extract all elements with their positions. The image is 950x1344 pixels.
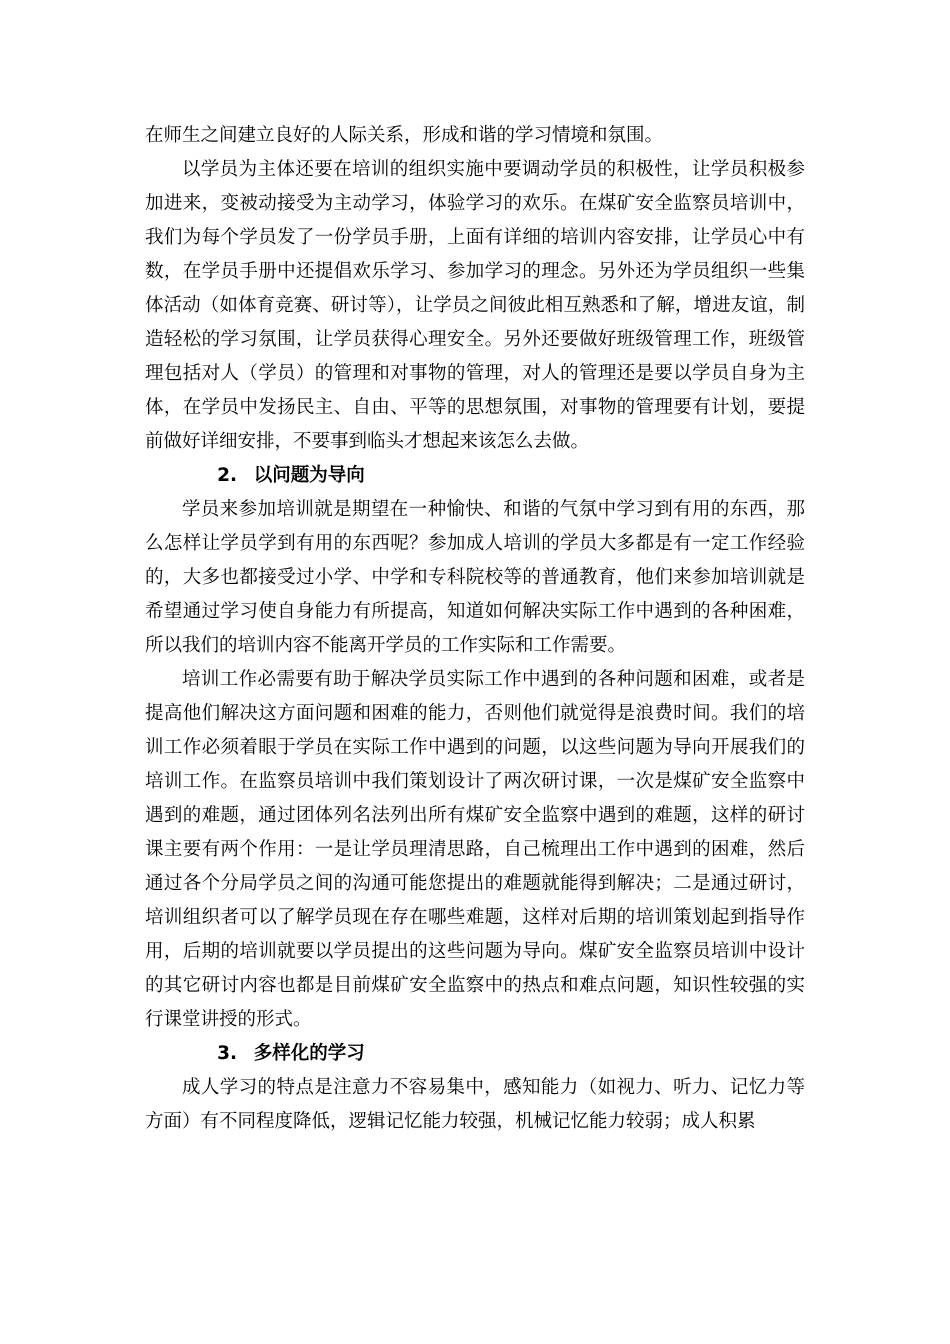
paragraph-student-centered: 以学员为主体还要在培训的组织实施中要调动学员的积极性，让学员积极参加进来，变被动接受为主动学习，体验学习的欢乐。在煤矿安全监察员培训中，我们为每个学员发了一份学员手册，上面有详细的培训内容安排，让学员心中有数，在学员手册中还提倡欢乐学习、参加学习的理念。另外还为学员组织一些集体活动（如体育竞赛、研讨等），让学员之间彼此相互熟悉和了解，增进友谊，制造轻松的学习氛围，让学员获得心理安全。另外还要做好班级管理工作，班级管理包括对人（学员）的管理和对事物的管理，对人的管理还是要以学员自身为主体，在学员中发扬民主、自由、平等的思想氛围，对事物的管理要有计划，要提前做好详细安排，不要事到临头才想起来该怎么去做。 (145, 159, 805, 452)
paragraph-useful-learning: 学员来参加培训就是期望在一种愉快、和谐的气氛中学习到有用的东西，那么怎样让学员学到有用的东西呢？参加成人培训的学员大多都是有一定工作经验的，大多也都接受过小学、中学和专科院校等的普通教育，他们来参加培训就是希望通过学习使自身能力有所提高，知道如何解决实际工作中遇到的各种困难，所以我们的培训内容不能离开学员的工作实际和工作需要。 (145, 499, 805, 656)
paragraph-continued: 在师生之间建立良好的人际关系，形成和谐的学习情境和氛围。 (145, 125, 664, 146)
document-body (145, 119, 805, 1139)
paragraph-adult-learning: 成人学习的特点是注意力不容易集中，感知能力（如视力、听力、记忆力等方面）有不同程度降低，逻辑记忆能力较强，机械记忆能力较弱；成人积累 (145, 1077, 805, 1132)
section-number: 3. (217, 1043, 238, 1064)
section-heading-diverse-learning (145, 1037, 805, 1071)
paragraph-training-problems: 培训工作必需要有助于解决学员实际工作中遇到的各种问题和困难，或者是提高他们解决这方面问题和困难的能力，否则他们就觉得是浪费时间。我们的培训工作必须着眼于学员在实际工作中遇到的问题，以这些问题为导向开展我们的培训工作。在监察员培训中我们策划设计了两次研讨课，一次是煤矿安全监察中遇到的难题，通过团体列名法列出所有煤矿安全监察中遇到的难题，这样的研讨课主要有两个作用：一是让学员理清思路，自己梳理出工作中遇到的困难，然后通过各个分局学员之间的沟通可能您提出的难题就能得到解决；二是通过研讨，培训组织者可以了解学员现在存在哪些难题，这样对后期的培训策划起到指导作用，后期的培训就要以学员提出的这些问题为导向。煤矿安全监察员培训中设计的其它研讨内容也都是目前煤矿安全监察中的热点和难点问题，知识性较强的实行课堂讲授的形式。 (145, 669, 805, 1030)
section-title: 以问题为导向 (253, 465, 365, 486)
section-number: 2. (217, 465, 238, 486)
section-title: 多样化的学习 (253, 1043, 365, 1064)
section-heading-problem-oriented (145, 459, 805, 493)
